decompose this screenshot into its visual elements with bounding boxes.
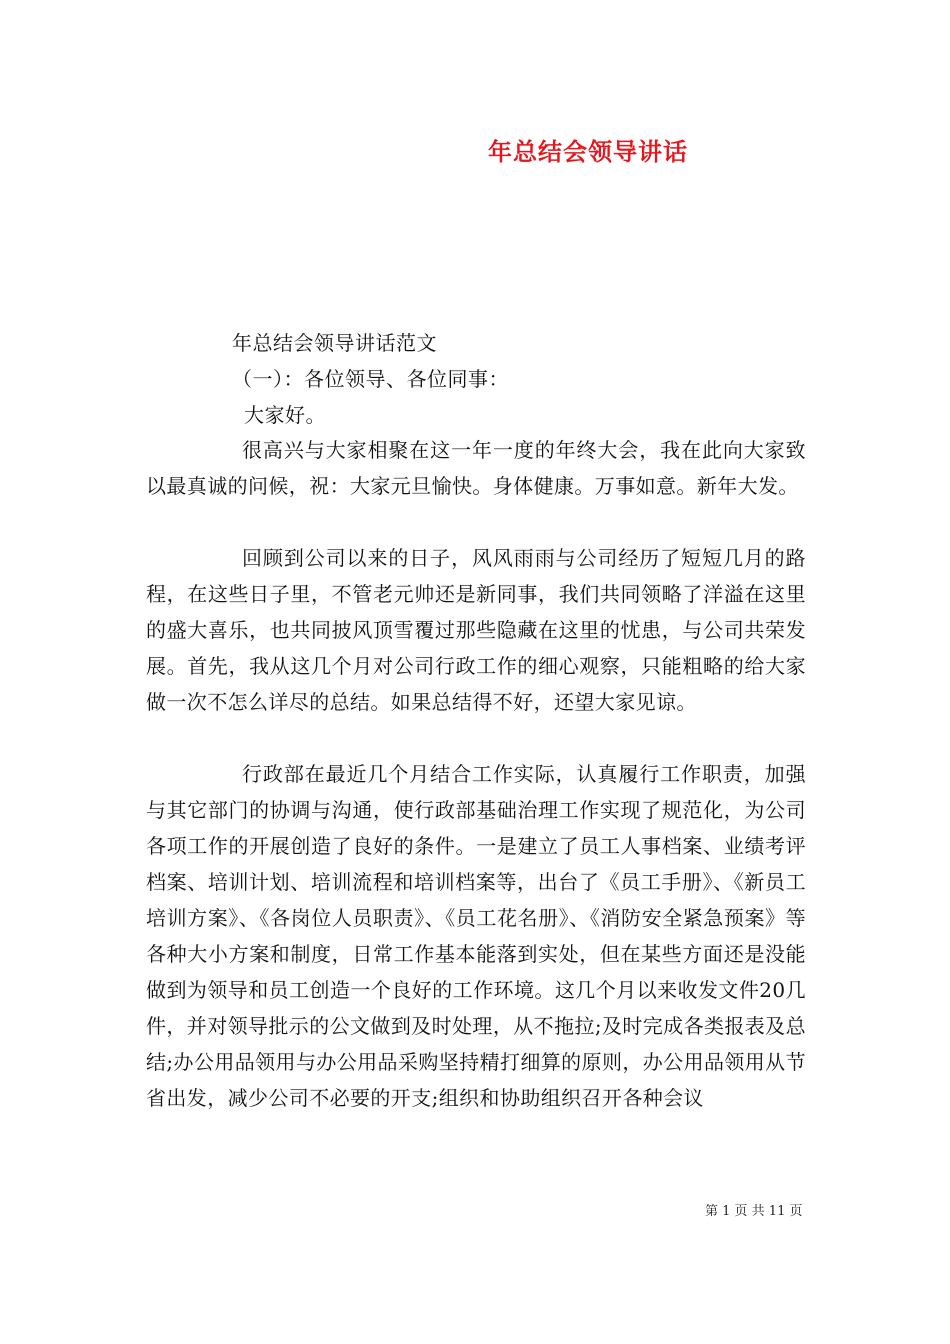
document-title: 年总结会领导讲话	[488, 137, 688, 166]
section-heading: （一）：各位领导、各位同事：	[232, 367, 509, 391]
greeting-line: 大家好。	[244, 403, 326, 427]
document-subtitle: 年总结会领导讲话范文	[232, 331, 437, 355]
paragraph-2: 回顾到公司以来的日子，风风雨雨与公司经历了短短几月的路程，在这些日子里，不管老元帅还是新同事，我们共同领略了洋溢在这里的盛大喜乐，也共同披风顶雪覆过那些隐藏在这里的忧患，与公司共荣发展。首先，我从这几个月对公司行政工作的细心观察，只能粗略的给大家做一次不怎么详尽的总结。如果总结得不好，还望大家见谅。	[146, 546, 806, 714]
paragraph-3: 行政部在最近几个月结合工作实际，认真履行工作职责，加强与其它部门的协调与沟通，使行政部基础治理工作实现了规范化，为公司各项工作的开展创造了良好的条件。一是建立了员工人事档案、业绩考评档案、培训计划、培训流程和培训档案等，出台了《员工手册》、《新员工培训方案》、《各岗位人员职责》、《员工花名册》、《消防安全紧急预案》等各种大小方案和制度，日常工作基本能落到实处，但在某些方面还是没能做到为领导和员工创造一个良好的工作环境。这几个月以来收发文件20几件，并对领导批示的公文做到及时处理，从不拖拉;及时完成各类报表及总结;办公用品领用与办公用品采购坚持精打细算的原则，办公用品领用从节省出发，减少公司不必要的开支;组织和协助组织召开各种会议	[146, 762, 806, 1110]
paragraph-1: 很高兴与大家相聚在这一年一度的年终大会，我在此向大家致以最真诚的问候，祝：大家元旦愉快。身体健康。万事如意。新年大发。	[146, 438, 806, 498]
page-number-footer: 第 1 页 共 11 页	[705, 1204, 803, 1219]
